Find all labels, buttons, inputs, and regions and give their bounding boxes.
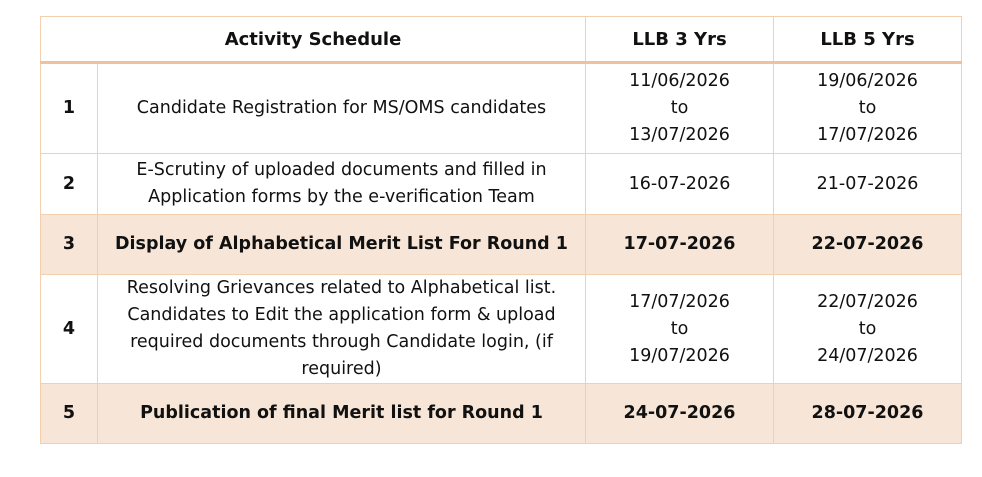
activity-cell [98, 63, 586, 154]
date-start: 11/06/2026 [629, 71, 730, 91]
date-value: 24-07-2026 [623, 403, 736, 423]
date-value: 17-07-2026 [623, 234, 736, 254]
date-end: 17/07/2026 [817, 125, 918, 145]
header-llb-5-yrs: LLB 5 Yrs [774, 17, 962, 63]
date-value: 28-07-2026 [811, 403, 924, 423]
row-number: 2 [41, 154, 98, 215]
date-to: to [858, 318, 877, 339]
activity-text: Resolving Grievances related to Alphabetical list. [126, 278, 557, 298]
table-row-highlighted [41, 215, 962, 275]
row-number: 4 [41, 275, 98, 384]
table-row [41, 154, 962, 215]
activity-text: Candidate Registration for MS/OMS candidates [136, 98, 547, 118]
date-start: 17/07/2026 [629, 291, 730, 312]
llb5-date-cell [774, 154, 962, 215]
date-end: 24/07/2026 [817, 345, 918, 366]
date-end: 19/07/2026 [629, 345, 730, 366]
llb5-date-cell [774, 275, 962, 384]
llb3-date-cell [586, 63, 774, 154]
llb3-date-cell [586, 154, 774, 215]
llb3-date-cell [586, 275, 774, 384]
row-number: 5 [41, 384, 98, 444]
llb5-date-cell [774, 63, 962, 154]
date-start: 22/07/2026 [817, 291, 918, 312]
llb3-date-cell [586, 384, 774, 444]
activity-text: E-Scrutiny of uploaded documents and filled in [136, 160, 547, 180]
activity-cell [98, 275, 586, 384]
table-row-highlighted [41, 384, 962, 444]
activity-text: required documents through Candidate login, (if [130, 332, 553, 352]
activity-text: required) [301, 359, 382, 379]
activity-text: Publication of final Merit list for Round 1 [140, 403, 543, 423]
llb5-date-cell [774, 384, 962, 444]
date-to: to [670, 318, 689, 339]
llb3-date-cell [586, 215, 774, 275]
table-row [41, 275, 962, 384]
date-to: to [670, 98, 689, 118]
date-value: 16-07-2026 [628, 173, 731, 194]
activity-cell [98, 215, 586, 275]
activity-cell [98, 154, 586, 215]
activity-text: Application forms by the e-verification Team [148, 187, 535, 207]
header-llb-3-yrs: LLB 3 Yrs [586, 17, 774, 63]
row-number: 3 [41, 215, 98, 275]
activity-text: Candidates to Edit the application form & upload [127, 305, 556, 325]
activity-schedule-table [40, 16, 962, 444]
date-start: 19/06/2026 [817, 71, 918, 91]
date-end: 13/07/2026 [629, 125, 730, 145]
row-number: 1 [41, 63, 98, 154]
date-to: to [858, 98, 877, 118]
llb5-date-cell [774, 215, 962, 275]
table-header-row [41, 17, 962, 63]
date-value: 22-07-2026 [811, 234, 924, 254]
date-value: 21-07-2026 [816, 173, 919, 194]
table-row [41, 63, 962, 154]
activity-text: Display of Alphabetical Merit List For Round 1 [115, 234, 568, 254]
header-activity-schedule: Activity Schedule [41, 17, 586, 63]
activity-cell [98, 384, 586, 444]
